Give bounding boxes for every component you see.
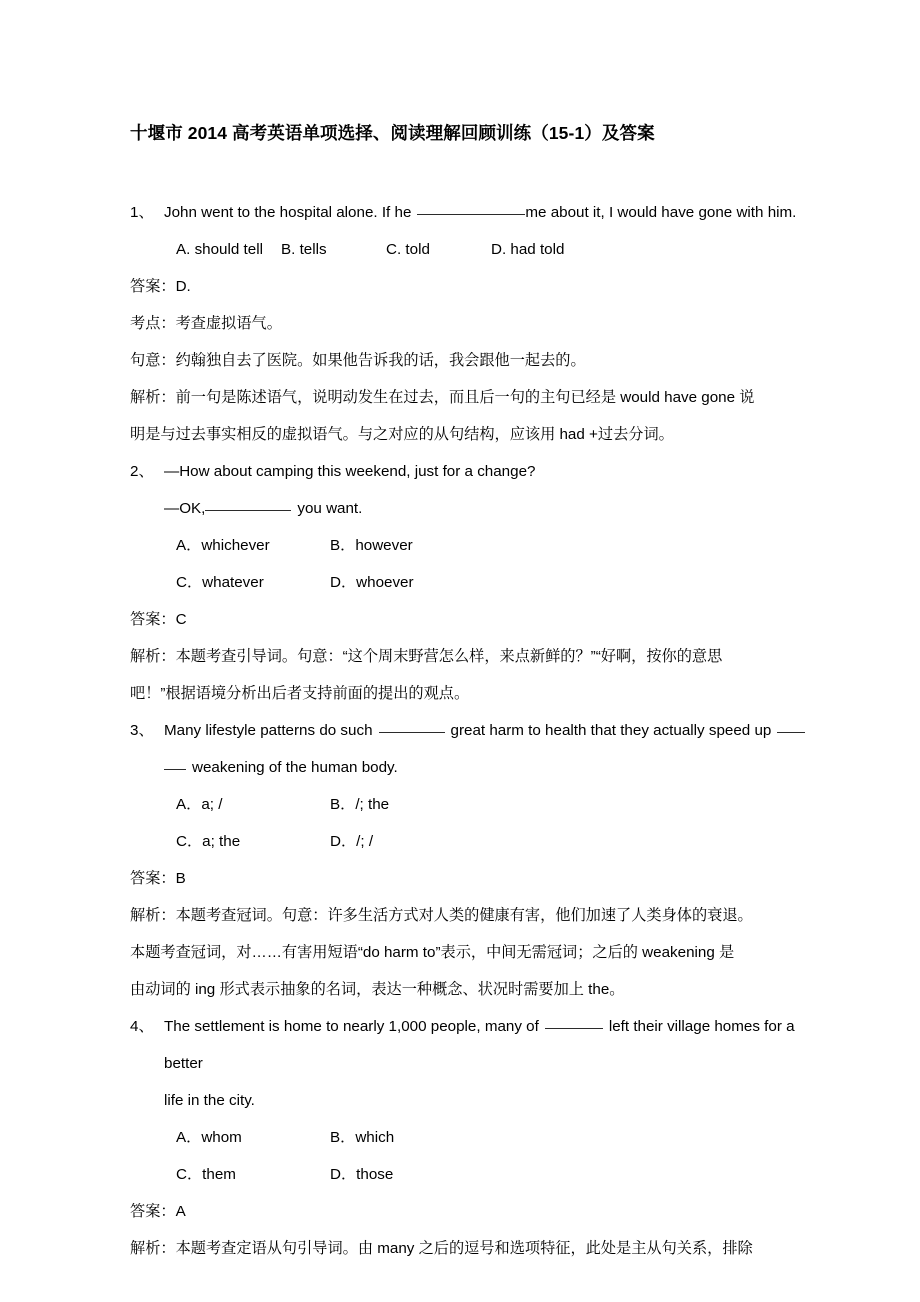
question-2-answer: 答案：C xyxy=(130,611,187,628)
question-block-1 xyxy=(130,194,832,453)
question-4-option-d[interactable]: D．those xyxy=(330,1166,394,1183)
question-1-blank[interactable] xyxy=(417,214,525,215)
question-1-answer: 答案：D. xyxy=(130,278,191,295)
question-2-blank[interactable] xyxy=(205,510,291,511)
question-4-stem-after: left their village homes for a better xyxy=(164,1018,795,1072)
question-block-2 xyxy=(130,453,832,712)
question-1-number: 1、 xyxy=(130,204,154,221)
question-3-stem-before: Many lifestyle patterns do such xyxy=(164,722,373,739)
question-2-reply-before: —OK, xyxy=(164,500,206,517)
question-3-stem-line-2 xyxy=(130,749,832,786)
question-3-option-b[interactable]: B．/; the xyxy=(330,796,390,813)
question-3-analysis-line-1: 解析：本题考查冠词。句意：许多生活方式对人类的健康有害，他们加速了人类身体的衰退。 xyxy=(130,907,753,924)
question-1-options xyxy=(130,231,832,268)
question-1-point: 考点：考查虚拟语气。 xyxy=(130,315,282,332)
question-3-blank-1[interactable] xyxy=(379,732,445,733)
question-2-stem-text: —How about camping this weekend, just for a change? xyxy=(164,463,536,480)
page-title: 十堰市 2014 高考英语单项选择、阅读理解回顾训练（15-1）及答案 xyxy=(130,123,655,143)
question-block-4 xyxy=(130,1008,832,1267)
question-3-answer: 答案：B xyxy=(130,870,186,887)
question-2-options-row-1 xyxy=(130,527,832,564)
question-3-option-c[interactable]: C．a; the xyxy=(176,833,241,850)
question-2-reply-after: you want. xyxy=(297,500,363,517)
question-4-blank[interactable] xyxy=(545,1028,603,1029)
question-3-options-row-1 xyxy=(130,786,832,823)
question-3-stem-mid: great harm to health that they actually speed up xyxy=(450,722,772,739)
question-3-option-d[interactable]: D．/; / xyxy=(330,833,374,850)
question-4-stem-line-2: life in the city. xyxy=(164,1092,255,1109)
question-1-stem-after: me about it, I would have gone with him. xyxy=(525,204,797,221)
question-3-blank-2-part-1[interactable] xyxy=(777,732,805,733)
question-3-analysis-line-2: 本题考查冠词，对……有害用短语“do harm to”表示，中间无需冠词；之后的 weakening 是 xyxy=(130,944,735,961)
question-3-option-a[interactable]: A．a; / xyxy=(176,796,223,813)
question-4-answer: 答案：A xyxy=(130,1203,186,1220)
question-2-option-b[interactable]: B．however xyxy=(330,537,413,554)
question-1-option-b[interactable]: B. tells xyxy=(281,241,327,258)
question-4-stem-before: The settlement is home to nearly 1,000 people, many of xyxy=(164,1018,539,1035)
question-3-stem-line-1 xyxy=(130,712,832,749)
question-1-analysis-line-1: 解析：前一句是陈述语气，说明动发生在过去，而且后一句的主句已经是 would have gone 说 xyxy=(130,389,755,406)
question-1-meaning: 句意：约翰独自去了医院。如果他告诉我的话，我会跟他一起去的。 xyxy=(130,352,586,369)
question-2-number: 2、 xyxy=(130,463,154,480)
question-block-3 xyxy=(130,712,832,1008)
question-4-options-row-1 xyxy=(130,1119,832,1156)
question-3-blank-2-part-2[interactable] xyxy=(164,769,186,770)
question-4-option-c[interactable]: C．them xyxy=(176,1166,236,1183)
question-2-option-a[interactable]: A．whichever xyxy=(176,537,270,554)
question-2-analysis-line-2: 吧！”根据语境分析出后者支持前面的提出的观点。 xyxy=(130,685,470,702)
question-4-number: 4、 xyxy=(130,1018,154,1035)
question-1-option-c[interactable]: C. told xyxy=(386,241,430,258)
question-1-stem xyxy=(130,194,832,231)
question-1-analysis-line-2: 明是与过去事实相反的虚拟语气。与之对应的从句结构，应该用 had +过去分词。 xyxy=(130,426,674,443)
question-4-stem-line-1 xyxy=(130,1008,832,1082)
question-3-stem-after: weakening of the human body. xyxy=(192,759,398,776)
question-3-number: 3、 xyxy=(130,722,154,739)
question-4-analysis-line-1: 解析：本题考查定语从句引导词。由 many 之后的逗号和选项特征，此处是主从句关系，排除 xyxy=(130,1240,753,1257)
question-4-option-a[interactable]: A．whom xyxy=(176,1129,242,1146)
question-1-option-a[interactable]: A. should tell xyxy=(176,241,263,258)
question-2-options-row-2 xyxy=(130,564,832,601)
question-3-options-row-2 xyxy=(130,823,832,860)
question-2-option-c[interactable]: C．whatever xyxy=(176,574,264,591)
question-2-stem-line-2 xyxy=(130,490,832,527)
question-3-analysis-line-3: 由动词的 ing 形式表示抽象的名词，表达一种概念、状况时需要加上 the。 xyxy=(130,981,625,998)
question-1-option-d[interactable]: D. had told xyxy=(491,241,565,258)
question-2-analysis-line-1: 解析：本题考查引导词。句意：“这个周末野营怎么样，来点新鲜的？”“好啊，按你的意思 xyxy=(130,648,723,665)
question-2-option-d[interactable]: D．whoever xyxy=(330,574,414,591)
question-4-options-row-2 xyxy=(130,1156,832,1193)
question-2-stem-line-1 xyxy=(130,453,832,490)
question-4-option-b[interactable]: B．which xyxy=(330,1129,395,1146)
question-1-stem-before: John went to the hospital alone. If he xyxy=(164,204,412,221)
